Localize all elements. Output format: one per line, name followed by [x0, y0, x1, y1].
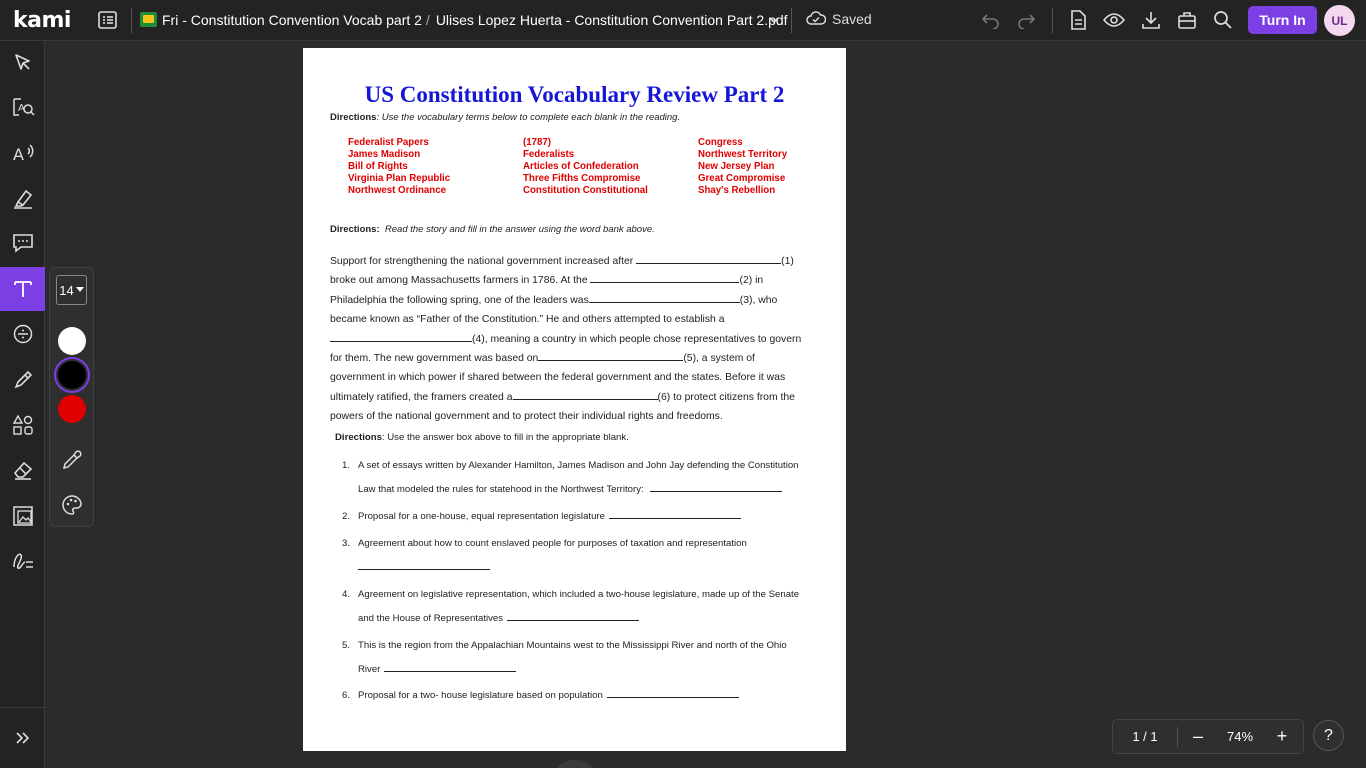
top-bar	[0, 0, 1366, 41]
saved-label: Saved	[832, 11, 872, 27]
question-text: Law that modeled the rules for statehood in the Northwest Territory:	[358, 483, 647, 495]
story-text: ultimately ratified, the framers created a	[330, 391, 513, 403]
question-answer-blank[interactable]	[607, 687, 739, 698]
palette-icon[interactable]	[60, 493, 84, 517]
story-text: (5), a system of	[683, 353, 755, 365]
word-bank-term: Virginia Plan Republic	[348, 173, 451, 184]
directions-text: Read the story and fill in the answer using the word bank above.	[384, 224, 655, 235]
breadcrumb-assignment[interactable]: Fri - Constitution Convention Vocab part 2	[162, 12, 422, 28]
breadcrumb-separator: /	[425, 12, 430, 28]
question-text: Proposal for a two- house legislature based on population	[358, 690, 603, 701]
word-bank-term: Congress	[698, 137, 743, 148]
document-icon[interactable]	[1066, 9, 1090, 31]
word-bank-term: (1787)	[523, 137, 552, 148]
font-size-value: 14	[59, 282, 74, 298]
word-bank-term: Three Fifths Compromise	[523, 173, 641, 184]
zoom-in-button[interactable]: +	[1276, 726, 1288, 746]
eyedropper-icon[interactable]	[60, 448, 84, 472]
directions-label: Directions	[330, 112, 377, 123]
question-answer-blank[interactable]	[609, 508, 741, 519]
signature-icon[interactable]	[0, 539, 45, 583]
answer-blank-3[interactable]	[589, 292, 740, 303]
breadcrumb-file[interactable]: Ulises Lopez Huerta - Constitution Convention Part 2.pdf	[435, 12, 788, 28]
story-text: for them. The new government was based on	[330, 353, 539, 365]
search-icon[interactable]	[1211, 9, 1235, 31]
document-title: US Constitution Vocabulary Review Part 2	[364, 82, 785, 107]
directions-vocab	[330, 112, 680, 123]
word-bank-term: Shay's Rebellion	[698, 185, 776, 196]
color-swatch-white[interactable]	[58, 327, 86, 355]
question-item	[342, 532, 822, 580]
question-number: 6.	[342, 690, 351, 701]
question-item	[342, 454, 822, 502]
story-text: became known as “Father of the Constitution.” He and others attempted to establish a	[330, 314, 725, 326]
question-answer-blank[interactable]	[384, 661, 516, 672]
divider	[791, 8, 792, 33]
story-text: Support for strengthening the national government increased after	[330, 256, 637, 267]
highlighter-icon[interactable]	[0, 177, 45, 221]
ocr-icon[interactable]	[0, 85, 45, 129]
help-button[interactable]: ?	[1313, 720, 1344, 751]
word-bank-term: Federalists	[523, 149, 575, 160]
answer-blank-2[interactable]	[590, 272, 739, 283]
word-bank-term: Northwest Territory	[698, 149, 788, 160]
outline-icon[interactable]	[96, 9, 120, 31]
text-options-panel	[49, 267, 94, 527]
word-bank-term: New Jersey Plan	[698, 161, 775, 172]
svg-text:A: A	[17, 103, 25, 114]
color-swatch-black[interactable]	[58, 361, 86, 389]
answer-blank-5[interactable]	[538, 350, 683, 361]
word-bank-term: Articles of Confederation	[523, 161, 639, 172]
chevron-double-right-icon[interactable]	[0, 707, 45, 768]
word-bank-column	[348, 137, 450, 197]
question-answer-blank[interactable]	[650, 481, 782, 492]
shapes-icon[interactable]	[0, 403, 45, 447]
divider	[1177, 727, 1178, 747]
directions-story	[330, 224, 655, 235]
zoom-out-button[interactable]: –	[1192, 726, 1203, 746]
story-text: broke out among Massachusetts farmers in 1786. At the	[330, 275, 591, 287]
story-text: government in which power if shared between the federal government and the states. Before it was	[330, 372, 786, 384]
word-bank-term: Constitution Constitutional	[523, 185, 648, 196]
google-classroom-icon	[140, 12, 157, 27]
select-icon[interactable]	[0, 41, 45, 85]
equation-icon[interactable]	[0, 312, 45, 356]
eraser-icon[interactable]	[0, 448, 45, 492]
question-text: Agreement on legislative representation, which included a two-house legislature, made up of the Senate	[358, 589, 800, 600]
word-bank-term: Bill of Rights	[348, 161, 408, 172]
avatar[interactable]: UL	[1324, 5, 1355, 36]
answer-blank-1[interactable]	[636, 253, 781, 264]
pen-icon[interactable]	[0, 358, 45, 402]
kami-logo: kami	[13, 8, 71, 33]
directions-text: : Use the vocabulary terms below to complete each blank in the reading.	[376, 112, 681, 123]
redo-icon[interactable]	[1014, 9, 1038, 31]
download-icon[interactable]	[1139, 9, 1163, 31]
answer-blank-4[interactable]	[330, 331, 472, 342]
font-size-select[interactable]	[56, 275, 87, 305]
question-text: This is the region from the Appalachian Mountains west to the Mississippi River and north of the Ohio	[358, 640, 787, 651]
word-bank-term: Great Compromise	[698, 173, 786, 184]
story-text: (1)	[781, 256, 794, 267]
question-item	[342, 634, 822, 682]
question-number: 2.	[342, 511, 351, 522]
svg-text:A: A	[12, 145, 24, 164]
question-text: Proposal for a one-house, equal representation legislature	[358, 511, 605, 522]
scroll-handle[interactable]	[553, 760, 597, 768]
caret-down-icon	[76, 287, 84, 293]
image-icon[interactable]	[0, 494, 45, 538]
question-number: 1.	[342, 460, 351, 471]
question-text: River	[358, 663, 381, 675]
comment-icon[interactable]	[0, 221, 45, 265]
eye-icon[interactable]	[1102, 9, 1126, 31]
chevron-down-icon[interactable]	[766, 12, 782, 28]
story-paragraph	[330, 252, 830, 427]
question-text: A set of essays written by Alexander Hamilton, James Madison and John Jay defending the Constitution	[358, 460, 799, 471]
question-text: and the House of Representatives	[358, 612, 504, 624]
text-box-icon[interactable]	[0, 267, 45, 311]
story-text: (3), who	[739, 294, 778, 306]
divider	[1052, 8, 1053, 33]
breadcrumb	[162, 12, 788, 28]
cloud-check-icon	[806, 11, 826, 27]
directions-questions	[335, 432, 629, 443]
word-bank-term: Northwest Ordinance	[348, 185, 446, 196]
question-number: 5.	[342, 640, 351, 651]
toolbox-icon[interactable]	[1175, 9, 1199, 31]
text-to-speech-icon[interactable]	[0, 131, 45, 175]
word-bank-term: Federalist Papers	[348, 137, 429, 148]
story-text: (4), meaning a country in which people chose representatives to govern	[472, 333, 802, 345]
undo-icon[interactable]	[979, 9, 1003, 31]
question-answer-blank[interactable]	[507, 610, 639, 621]
directions-text: : Use the answer box above to fill in the appropriate blank.	[381, 432, 629, 443]
saved-status	[806, 11, 872, 27]
zoom-controls	[1112, 719, 1304, 754]
question-answer-blank[interactable]	[358, 559, 490, 570]
question-number: 3.	[342, 538, 351, 549]
story-text: Philadelphia the following spring, one of the leaders was	[330, 294, 589, 306]
page-indicator[interactable]: 1 / 1	[1132, 729, 1158, 744]
word-bank-column	[523, 137, 648, 197]
left-toolbar	[0, 41, 45, 768]
directions-label: Directions	[335, 432, 382, 443]
pdf-page[interactable]	[303, 48, 846, 751]
question-item	[342, 583, 822, 631]
divider	[131, 8, 132, 33]
color-swatch-red[interactable]	[58, 395, 86, 423]
question-number: 4.	[342, 589, 351, 600]
story-text: (6) to protect citizens from the	[657, 391, 795, 403]
question-text: Agreement about how to count enslaved people for purposes of taxation and representation	[358, 538, 747, 549]
word-bank-column	[698, 137, 787, 197]
zoom-level[interactable]: 74%	[1226, 729, 1254, 744]
turn-in-button[interactable]: Turn In	[1248, 6, 1317, 34]
word-bank-term: James Madison	[348, 149, 421, 160]
answer-blank-6[interactable]	[513, 389, 658, 400]
directions-label: Directions:	[330, 224, 380, 235]
story-text: powers of the national government and to protect their individual rights and freedoms.	[330, 411, 723, 423]
story-text: (2) in	[739, 275, 764, 287]
